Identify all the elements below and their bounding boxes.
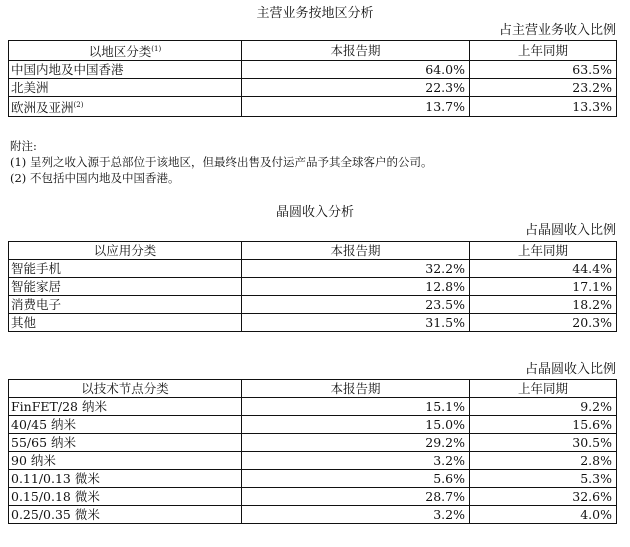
technology-unit-label: 占晶圆收入比例 [524, 362, 616, 377]
row-label: 90 纳米 [9, 452, 242, 470]
current-value: 3.2% [242, 506, 470, 524]
row-label: 智能手机 [9, 260, 242, 278]
prior-value: 15.6% [470, 416, 617, 434]
table-row [9, 506, 617, 524]
table-row [9, 314, 617, 332]
column-header-current: 本报告期 [242, 41, 470, 61]
row-label: 智能家居 [9, 278, 242, 296]
row-label [9, 97, 242, 117]
current-value: 13.7% [242, 97, 470, 117]
prior-value: 13.3% [470, 97, 617, 117]
current-value: 3.2% [242, 452, 470, 470]
column-header-category: 以技术节点分类 [9, 380, 242, 398]
prior-value: 30.5% [470, 434, 617, 452]
prior-value: 9.2% [470, 398, 617, 416]
prior-value: 5.3% [470, 470, 617, 488]
prior-value: 32.6% [470, 488, 617, 506]
region-section-title: 主营业务按地区分析 [256, 6, 374, 21]
technology-table [8, 379, 617, 524]
application-unit-label: 占晶圆收入比例 [524, 223, 616, 238]
footnote-item: (1) 呈列之收入源于总部位于该地区，但最终出售及付运产品予其全球客户的公司。 [10, 155, 433, 169]
table-header-row [9, 380, 617, 398]
row-label: 40/45 纳米 [9, 416, 242, 434]
row-label: FinFET/28 纳米 [9, 398, 242, 416]
row-label: 55/65 纳米 [9, 434, 242, 452]
row-label: 中国内地及中国香港 [9, 61, 242, 79]
current-value: 22.3% [242, 79, 470, 97]
table-row [9, 416, 617, 434]
table-row [9, 278, 617, 296]
footnotes-heading: 附注: [10, 139, 37, 153]
current-value: 5.6% [242, 470, 470, 488]
table-row [9, 452, 617, 470]
table-row [9, 296, 617, 314]
current-value: 32.2% [242, 260, 470, 278]
current-value: 31.5% [242, 314, 470, 332]
footnotes [10, 138, 432, 186]
table-row [9, 260, 617, 278]
footnote-item: (2) 不包括中国内地及中国香港。 [10, 171, 180, 185]
row-label-text: 欧洲及亚洲 [11, 100, 74, 115]
table-header-row [9, 242, 617, 260]
prior-value: 4.0% [470, 506, 617, 524]
row-label: 0.11/0.13 微米 [9, 470, 242, 488]
table-row [9, 470, 617, 488]
table-row [9, 61, 617, 79]
table-row [9, 97, 617, 117]
prior-value: 17.1% [470, 278, 617, 296]
row-label: 0.15/0.18 微米 [9, 488, 242, 506]
table-row [9, 434, 617, 452]
application-table [8, 241, 617, 332]
row-label: 消费电子 [9, 296, 242, 314]
prior-value: 23.2% [470, 79, 617, 97]
column-header-prior: 上年同期 [470, 380, 617, 398]
prior-value: 63.5% [470, 61, 617, 79]
prior-value: 44.4% [470, 260, 617, 278]
current-value: 15.1% [242, 398, 470, 416]
application-section-title: 晶圆收入分析 [275, 205, 354, 220]
row-label: 北美洲 [9, 79, 242, 97]
column-header-prior: 上年同期 [470, 41, 617, 61]
current-value: 29.2% [242, 434, 470, 452]
table-header-row [9, 41, 617, 61]
column-header-category [9, 41, 242, 61]
row-label: 0.25/0.35 微米 [9, 506, 242, 524]
column-header-text: 以地区分类 [88, 44, 152, 59]
current-value: 15.0% [242, 416, 470, 434]
current-value: 23.5% [242, 296, 470, 314]
column-header-current: 本报告期 [242, 380, 470, 398]
prior-value: 18.2% [470, 296, 617, 314]
table-row [9, 79, 617, 97]
prior-value: 20.3% [470, 314, 617, 332]
footnote-marker: (1) [151, 45, 162, 53]
prior-value: 2.8% [470, 452, 617, 470]
current-value: 64.0% [242, 61, 470, 79]
column-header-current: 本报告期 [242, 242, 470, 260]
footnote-marker: (2) [73, 101, 84, 109]
row-label: 其他 [9, 314, 242, 332]
table-row [9, 488, 617, 506]
current-value: 12.8% [242, 278, 470, 296]
region-table [8, 40, 617, 117]
table-row [9, 398, 617, 416]
region-unit-label: 占主营业务收入比例 [498, 23, 616, 38]
column-header-prior: 上年同期 [470, 242, 617, 260]
column-header-category: 以应用分类 [9, 242, 242, 260]
current-value: 28.7% [242, 488, 470, 506]
